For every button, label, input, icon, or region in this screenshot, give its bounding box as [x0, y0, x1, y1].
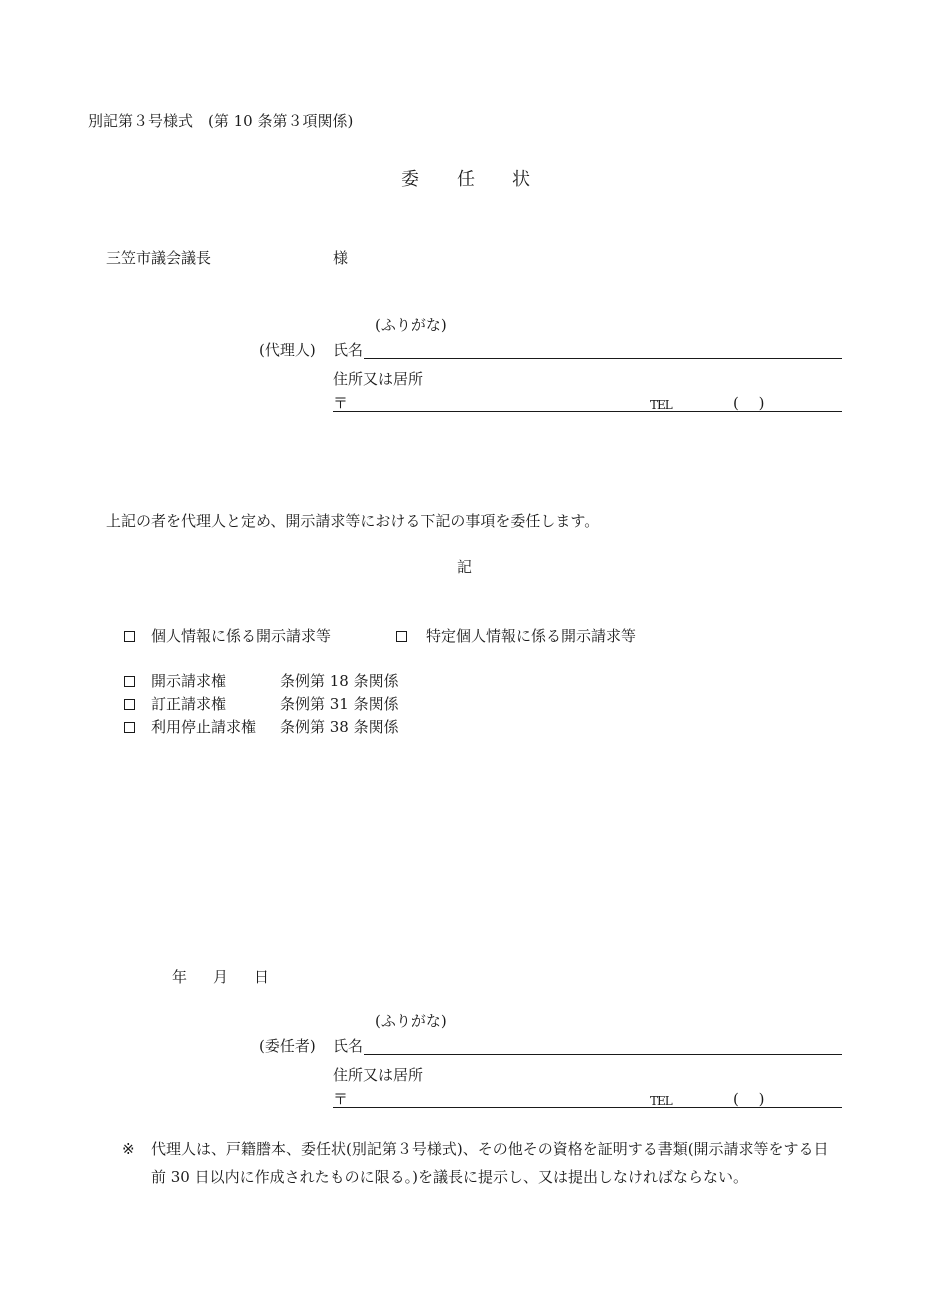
principal-role-label: (委任者)	[259, 1037, 316, 1055]
right-ref-correction: 条例第 31 条関係	[280, 695, 399, 713]
date-day-label: 日	[254, 968, 270, 986]
ki-heading: 記	[457, 558, 473, 576]
agent-tel-paren: ( )	[733, 394, 765, 412]
agent-postal-mark: 〒	[333, 394, 349, 412]
principal-tel-paren: ( )	[733, 1090, 765, 1108]
category-checkbox-personal[interactable]	[124, 631, 135, 642]
right-label-disclosure: 開示請求権	[151, 672, 227, 690]
principal-postal-mark: 〒	[333, 1090, 349, 1108]
agent-role-label: (代理人)	[259, 341, 316, 359]
agent-furigana-label: (ふりがな)	[375, 316, 447, 334]
right-checkbox-disclosure[interactable]	[124, 676, 135, 687]
principal-furigana-label: (ふりがな)	[375, 1012, 447, 1030]
delegation-statement: 上記の者を代理人と定め、開示請求等における下記の事項を委任します。	[106, 512, 600, 530]
right-checkbox-correction[interactable]	[124, 699, 135, 710]
agent-address-line[interactable]	[333, 411, 842, 412]
principal-address-label: 住所又は居所	[333, 1066, 424, 1084]
category-label-personal: 個人情報に係る開示請求等	[151, 627, 332, 645]
right-ref-disclosure: 条例第 18 条関係	[280, 672, 399, 690]
form-reference: 別記第３号様式 (第 10 条第３項関係)	[88, 112, 354, 130]
agent-address-label: 住所又は居所	[333, 370, 424, 388]
agent-tel-label: TEL	[650, 398, 672, 412]
agent-name-label: 氏名	[333, 341, 364, 359]
addressee-honorific: 様	[333, 249, 349, 267]
principal-address-line[interactable]	[333, 1107, 842, 1108]
note-text: 代理人は、戸籍謄本、委任状(別記第３号様式)、その他その資格を証明する書類(開示請求等をする日前 30 日以内に作成されたものに限る。)を議長に提示し、又は提出しなければならない。	[151, 1140, 829, 1186]
title-char-3: 状	[512, 169, 530, 190]
title-char-1: 委	[401, 169, 419, 190]
principal-name-label: 氏名	[333, 1037, 364, 1055]
date-year-label: 年	[172, 968, 188, 986]
addressee-name: 三笠市議会議長	[106, 249, 212, 267]
note-mark: ※	[122, 1140, 135, 1158]
right-label-suspension: 利用停止請求権	[151, 718, 257, 736]
agent-name-line[interactable]	[364, 358, 842, 359]
principal-name-line[interactable]	[364, 1054, 842, 1055]
category-label-specific: 特定個人情報に係る開示請求等	[426, 627, 637, 645]
right-checkbox-suspension[interactable]	[124, 722, 135, 733]
category-checkbox-specific[interactable]	[396, 631, 407, 642]
title-char-2: 任	[457, 169, 475, 190]
principal-tel-label: TEL	[650, 1094, 672, 1108]
right-ref-suspension: 条例第 38 条関係	[280, 718, 399, 736]
date-month-label: 月	[213, 968, 229, 986]
right-label-correction: 訂正請求権	[151, 695, 227, 713]
